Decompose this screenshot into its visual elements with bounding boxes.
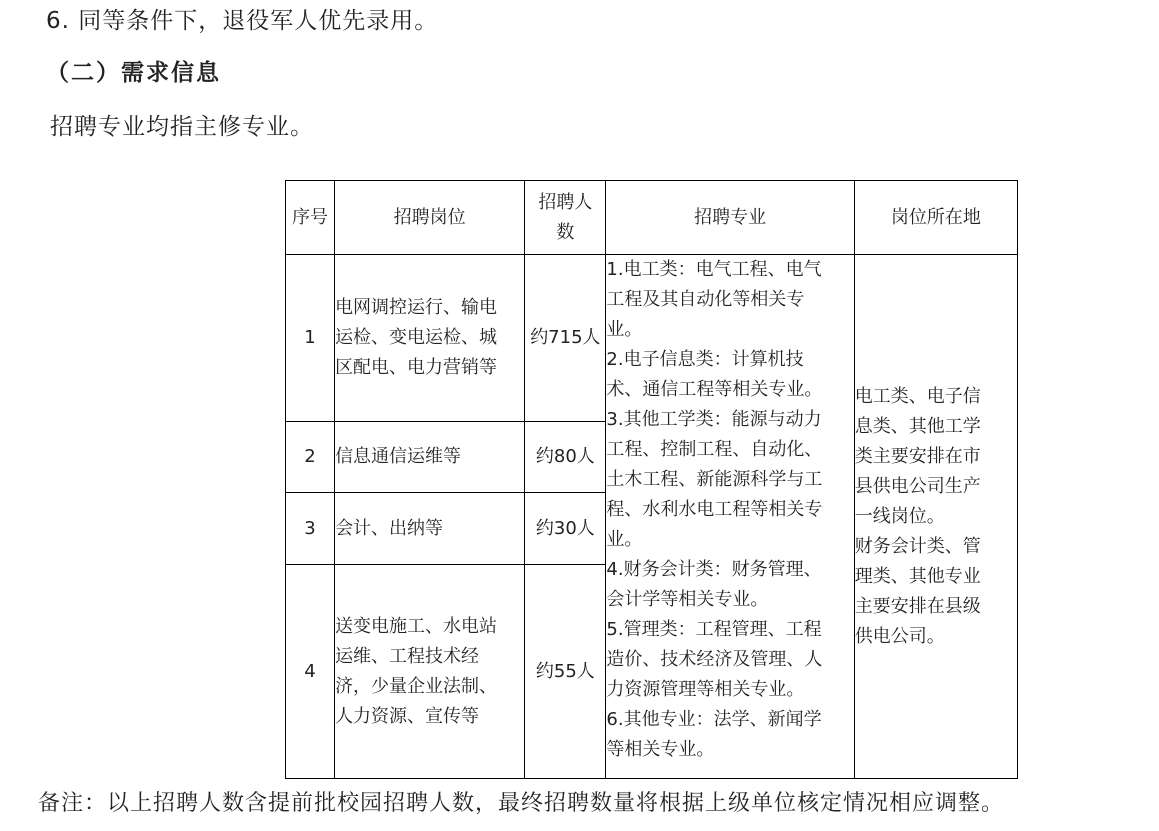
major-line: 1.电工类：电气工程、电气 xyxy=(606,259,822,280)
position-line: 济，少量企业法制、 xyxy=(335,675,498,697)
requirements-table xyxy=(285,180,1018,779)
position-line: 会计、出纳等 xyxy=(335,517,444,539)
position-line: 信息通信运维等 xyxy=(335,446,462,467)
major-line: 2.电子信息类：计算机技 xyxy=(606,349,804,370)
major-line: 工程、控制工程、自动化、 xyxy=(606,439,823,460)
location-line: 县供电公司生产 xyxy=(854,475,981,497)
major-line: 程、水利水电工程等相关专 xyxy=(606,499,823,520)
major-line: 工程及其自动化等相关专 xyxy=(606,289,805,310)
major-line: 土木工程、新能源科学与工 xyxy=(606,469,823,490)
row-position xyxy=(335,255,525,422)
major-line: 会计学等相关专业。 xyxy=(606,589,769,610)
location-line: 息类、其他工学 xyxy=(854,415,981,437)
header-count xyxy=(525,181,606,255)
location-line: 主要安排在县级 xyxy=(854,595,981,617)
location-line: 一线岗位。 xyxy=(854,505,945,527)
position-line: 区配电、电力营销等 xyxy=(335,357,498,378)
header-index: 序号 xyxy=(286,181,335,255)
location-cell xyxy=(854,255,1017,779)
major-line: 4.财务会计类：财务管理、 xyxy=(606,559,822,580)
position-line: 人力资源、宣传等 xyxy=(335,705,480,727)
major-line: 等相关专业。 xyxy=(606,739,715,760)
row-index: 1 xyxy=(286,255,335,422)
row-position xyxy=(335,493,525,565)
row-count: 约80人 xyxy=(525,422,606,493)
position-line: 电网调控运行、输电 xyxy=(335,297,498,318)
row-index: 2 xyxy=(286,422,335,493)
position-line: 送变电施工、水电站 xyxy=(335,615,498,637)
location-line: 电工类、电子信 xyxy=(854,385,981,407)
row-index: 3 xyxy=(286,493,335,565)
location-line: 类主要安排在市 xyxy=(854,445,981,467)
row-count: 约55人 xyxy=(525,565,606,779)
intro-paragraph: 招聘专业均指主修专业。 xyxy=(50,114,314,140)
major-line: 造价、技术经济及管理、人 xyxy=(606,649,823,670)
table-header-row xyxy=(286,181,1018,255)
position-line: 运检、变电运检、城 xyxy=(335,327,498,348)
header-count-line: 数 xyxy=(556,221,575,243)
location-line: 财务会计类、管 xyxy=(854,535,981,557)
header-major: 招聘专业 xyxy=(606,181,854,255)
major-line: 业。 xyxy=(606,529,643,550)
position-line: 运维、工程技术经 xyxy=(335,645,480,667)
row-index: 4 xyxy=(286,565,335,779)
section-title: （二）需求信息 xyxy=(46,60,221,86)
row-position xyxy=(335,422,525,493)
major-cell xyxy=(606,255,854,779)
header-count-line: 招聘人 xyxy=(538,191,593,213)
location-line: 供电公司。 xyxy=(854,625,945,647)
major-line: 术、通信工程等相关专业。 xyxy=(606,379,823,400)
row-count: 约715人 xyxy=(525,255,606,422)
major-line: 5.管理类：工程管理、工程 xyxy=(606,619,822,640)
header-position: 招聘岗位 xyxy=(335,181,525,255)
header-location: 岗位所在地 xyxy=(854,181,1017,255)
footnote: 备注：以上招聘人数含提前批校园招聘人数，最终招聘数量将根据上级单位核定情况相应调整。 xyxy=(38,791,1005,816)
major-line: 力资源管理等相关专业。 xyxy=(606,679,805,700)
row-position xyxy=(335,565,525,779)
major-line: 3.其他工学类：能源与动力 xyxy=(606,409,822,430)
location-line: 理类、其他专业 xyxy=(854,565,981,587)
paragraph-item-6: 6. 同等条件下，退役军人优先录用。 xyxy=(46,8,439,34)
table-row xyxy=(286,255,1018,422)
row-count: 约30人 xyxy=(525,493,606,565)
major-line: 6.其他专业：法学、新闻学 xyxy=(606,709,822,730)
major-line: 业。 xyxy=(606,319,643,340)
